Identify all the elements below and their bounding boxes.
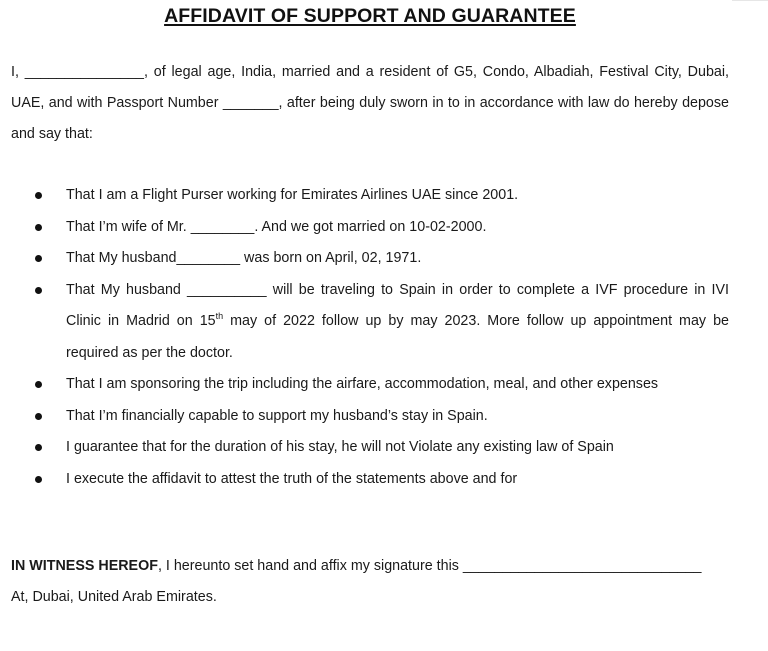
list-item <box>0 432 740 464</box>
witness-heading: IN WITNESS HEREOF <box>11 558 158 574</box>
document-title: AFFIDAVIT OF SUPPORT AND GUARANTEE <box>164 5 576 27</box>
bullet-icon <box>35 255 42 262</box>
list-item-text: That I’m wife of Mr. ________. And we got married on 10-02-2000. <box>66 218 487 235</box>
list-item <box>0 369 740 401</box>
page-edge-line <box>732 0 768 1</box>
bullet-icon <box>35 476 42 483</box>
list-item <box>0 401 740 433</box>
bullet-icon <box>35 413 42 420</box>
list-item <box>0 180 740 212</box>
list-item <box>0 243 740 275</box>
list-item-text-continued: may of 2022 follow up by may 2023. More follow up appointment may be required as per the doctor. <box>66 313 729 361</box>
bullet-icon <box>35 444 42 451</box>
list-item-text: That I am sponsoring the trip including the airfare, accommodation, meal, and other expenses <box>66 376 659 392</box>
statement-list <box>0 180 740 495</box>
list-item <box>0 275 740 370</box>
list-item-text: That My husband __________ will be traveling to Spain in order to complete a IVF procedure in IVI Clinic in Madrid on 15 <box>66 281 729 329</box>
list-item-text: That My husband________ was born on April, 02, 1971. <box>66 250 422 266</box>
list-item <box>0 212 740 244</box>
list-item <box>0 464 740 496</box>
list-item-text: That I am a Flight Purser working for Emirates Airlines UAE since 2001. <box>66 187 519 203</box>
bullet-icon <box>35 287 42 294</box>
bullet-icon <box>35 224 42 231</box>
ordinal-suffix: th <box>215 311 224 321</box>
list-item-text: I guarantee that for the duration of his stay, he will not Violate any existing law of Spain <box>66 439 614 455</box>
list-item-text: That I’m financially capable to support my husband’s stay in Spain. <box>66 407 488 424</box>
intro-paragraph: I, _______________, of legal age, India, married and a resident of G5, Condo, Albadiah, Festival City, Dubai, UAE, and with Passport Number _______, after being duly sworn in to in accordance with law do hereby depose and say that: <box>11 64 729 142</box>
witness-statement <box>11 551 729 582</box>
bullet-icon <box>35 192 42 199</box>
list-item-text: I execute the affidavit to attest the truth of the statements above and for <box>66 470 518 487</box>
bullet-icon <box>35 381 42 388</box>
location-line: At, Dubai, United Arab Emirates. <box>11 589 217 605</box>
witness-text: , I hereunto set hand and affix my signature this ______________________________ <box>157 558 702 574</box>
